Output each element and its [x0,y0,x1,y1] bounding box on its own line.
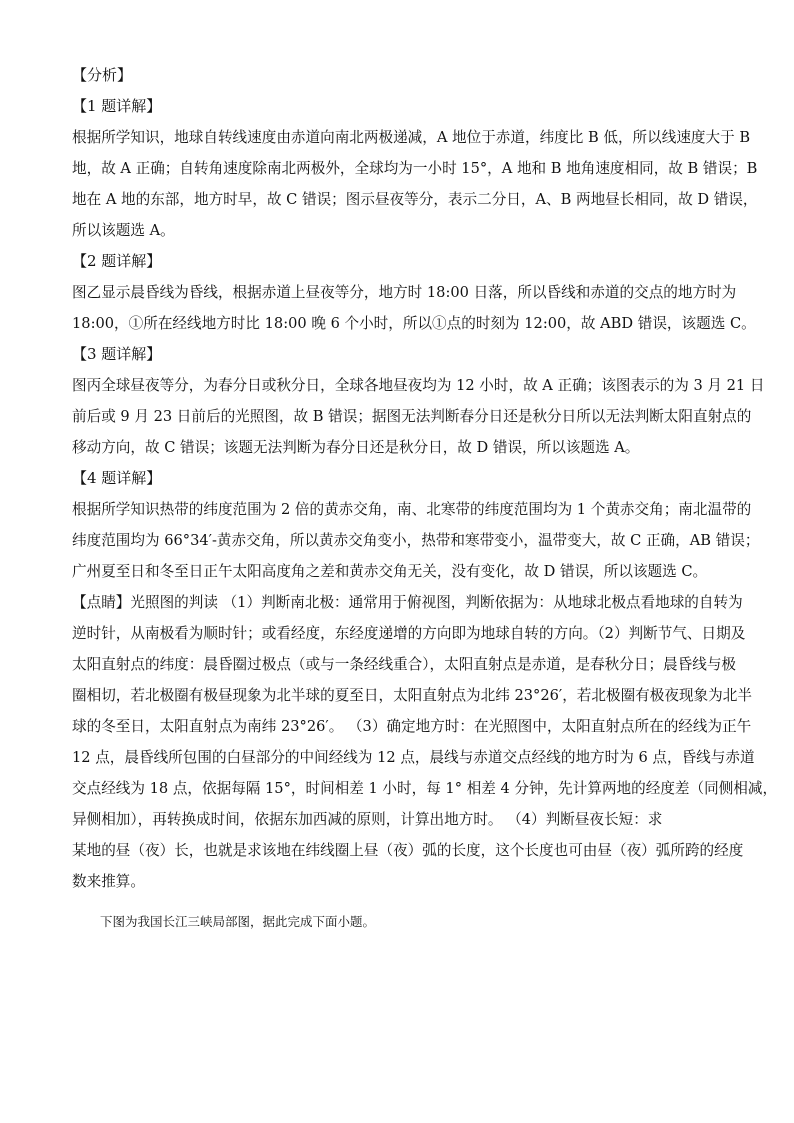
q3-heading: 【3 题详解】 [72,345,162,363]
q2-heading: 【2 题详解】 [72,252,162,270]
analysis-heading: 【分析】 [72,66,133,84]
q2-line: 图乙显示晨昏线为昏线，根据赤道上昼夜等分，地方时 18:00 日落，所以昏线和赤道的交点的地方时为 [72,284,737,301]
q4-line: 纬度范围均为 66°34′-黄赤交角，所以黄赤交角变小，热带和寒带变小，温带变大，故 C 正确，AB 错误； [72,532,760,549]
tip-line: 圈相切，若北极圈有极昼现象为北半球的夏至日，太阳直射点为北纬 23°26′，若北极圈有极夜现象为北半 [72,687,752,704]
tip-line: 球的冬至日，太阳直射点为南纬 23°26′。 （3）确定地方时：在光照图中，太阳直射点所在的经线为正午 [72,718,752,735]
q1-line: 地，故 A 正确；自转角速度除南北两极外，全球均为一小时 15°，A 地和 B 地角速度相同，故 B 错误；B [72,160,758,177]
q4-heading: 【4 题详解】 [72,469,162,487]
tip-line: 异侧相加），再转换成时间，依据东加西减的原则，计算出地方时。 （4）判断昼夜长短：求 [72,811,663,828]
q1-line: 所以该题选 A。 [72,222,175,239]
tip-first-line [72,587,743,618]
q3-line: 移动方向，故 C 错误；该题无法判断为春分日还是秋分日，故 D 错误，所以该题选 A。 [72,439,640,456]
q4-explanation [72,494,760,587]
document-body [72,60,778,897]
q1-heading: 【1 题详解】 [72,97,162,115]
q1-explanation [72,122,758,246]
q1-line: 根据所学知识，地球自转线速度由赤道向南北两极递减，A 地位于赤道，纬度比 B 低，所以线速度大于 B [72,129,751,146]
tip-section [72,587,778,897]
tip-line: 12 点，晨昏线所包围的白昼部分的中间经线为 12 点，晨线与赤道交点经线的地方时为 6 点，昏线与赤道 [72,749,755,766]
q1-line: 地在 A 地的东部，地方时早，故 C 错误；图示昼夜等分，表示二分日，A、B 两地昼长相同，故 D 错误， [72,191,758,208]
q3-explanation [72,370,765,463]
next-question-intro: 下图为我国长江三峡局部图，据此完成下面小题。 [100,914,376,929]
q4-line: 根据所学知识热带的纬度范围为 2 倍的黄赤交角，南、北寒带的纬度范围均为 1 个黄赤交角；南北温带的 [72,501,752,518]
q2-explanation [72,277,756,339]
q3-line: 前后或 9 月 23 日前后的光照图，故 B 错误；据图无法判断春分日还是秋分日所以无法判断太阳直射点的 [72,408,752,425]
tip-line: 数来推算。 [72,873,145,890]
tip-line: 交点经线为 18 点，依据每隔 15°，时间相差 1 小时，每 1° 相差 4 分钟，先计算两地的经度差（同侧相减， [72,780,778,797]
tip-first-text: 光照图的判读 （1）判断南北极：通常用于俯视图，判断依据为：从地球北极点看地球的自转为 [130,594,743,611]
tip-line: 某地的昼（夜）长，也就是求该地在纬线圈上昼（夜）弧的长度，这个长度也可由昼（夜）弧所跨的经度 [72,842,744,859]
tip-line: 逆时针，从南极看为顺时针；或看经度，东经度递增的方向即为地球自转的方向。（2）判断节气、日期及 [72,625,746,642]
tip-line: 太阳直射点的纬度：晨昏圈过极点（或与一条经线重合），太阳直射点是赤道，是春秋分日；晨昏线与极 [72,656,737,673]
tip-label: 【点睛】 [72,594,131,611]
q3-line: 图丙全球昼夜等分，为春分日或秋分日，全球各地昼夜均为 12 小时，故 A 正确；该图表示的为 3 月 21 日 [72,377,765,394]
q4-line: 广州夏至日和冬至日正午太阳高度角之差和黄赤交角无关，没有变化，故 D 错误，所以该题选 C。 [72,563,708,580]
q2-line: 18:00，①所在经线地方时比 18:00 晚 6 个小时，所以①点的时刻为 12:00，故 ABD 错误，该题选 C。 [72,315,756,332]
